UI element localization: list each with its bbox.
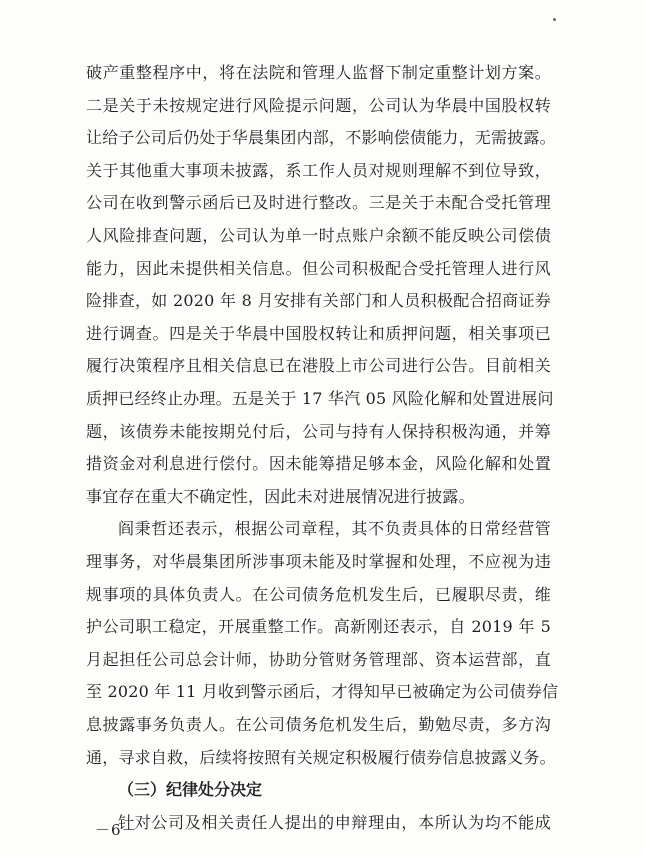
- text-line: 关于其他重大事项未披露，系工作人员对规则理解不到位导致，: [86, 160, 551, 180]
- text-line: 规事项的具体负责人。在公司债务危机发生后，已履职尽责，维: [86, 584, 551, 604]
- text-line: 事宜存在重大不确定性，因此未对进展情况进行披露。: [86, 486, 475, 506]
- text-line: 进行调查。四是关于华晨中国股权转让和质押问题，相关事项已: [86, 323, 551, 343]
- text-line: 月起担任公司总会计师，协助分管财务管理部、资本运营部，直: [86, 649, 551, 669]
- text-line: 阎秉哲还表示，根据公司章程，其不负责具体的日常经营管: [118, 519, 551, 539]
- text-line: 息披露事务负责人。在公司债务危机发生后，勤勉尽责，多方沟: [86, 715, 551, 734]
- text-line: 题，该债券未能按期兑付后，公司与持有人保持积极沟通，并筹: [86, 421, 551, 441]
- text-line: 质押已经终止办理。五是关于 17 华汽 05 风险化解和处置进展问: [86, 389, 554, 408]
- scan-speck: [553, 18, 556, 21]
- text-line: 公司在收到警示函后已及时进行整改。三是关于未配合受托管理: [86, 193, 551, 213]
- text-line: 针对公司及相关责任人提出的申辩理由，本所认为均不能成: [118, 812, 551, 832]
- text-line: 履行决策程序且相关信息已在港股上市公司进行公告。目前相关: [86, 356, 551, 376]
- text-line: 破产重整程序中，将在法院和管理人监督下制定重整计划方案。: [86, 63, 551, 82]
- section-heading: （三）纪律处分决定: [118, 780, 263, 800]
- text-line: 人风险排查问题，公司认为单一时点账户余额不能反映公司偿债: [86, 226, 551, 245]
- text-line: 让给子公司后仍处于华晨集团内部，不影响偿债能力，无需披露。: [86, 128, 556, 148]
- page-number: －6－: [95, 821, 138, 839]
- text-line: 能力，因此未提供相关信息。但公司积极配合受托管理人进行风: [86, 258, 551, 278]
- text-line: 二是关于未按规定进行风险提示问题，公司认为华晨中国股权转: [86, 95, 551, 115]
- text-line: 理事务，对华晨集团所涉事项未能及时掌握和处理，不应视为违: [86, 552, 551, 571]
- text-line: 险排查，如 2020 年 8 月安排有关部门和人员积极配合招商证券: [86, 291, 551, 311]
- text-line: 护公司职工稳定，开展重整工作。高新刚还表示，自 2019 年 5: [86, 617, 551, 637]
- text-line: 措资金对利息进行偿付。因未能筹措足够本金，风险化解和处置: [86, 454, 551, 474]
- text-line: 至 2020 年 11 月收到警示函后，才得知早已被确定为公司债券信: [86, 682, 559, 702]
- text-line: 通，寻求自救，后续将按照有关规定积极履行债券信息披露义务。: [86, 747, 556, 767]
